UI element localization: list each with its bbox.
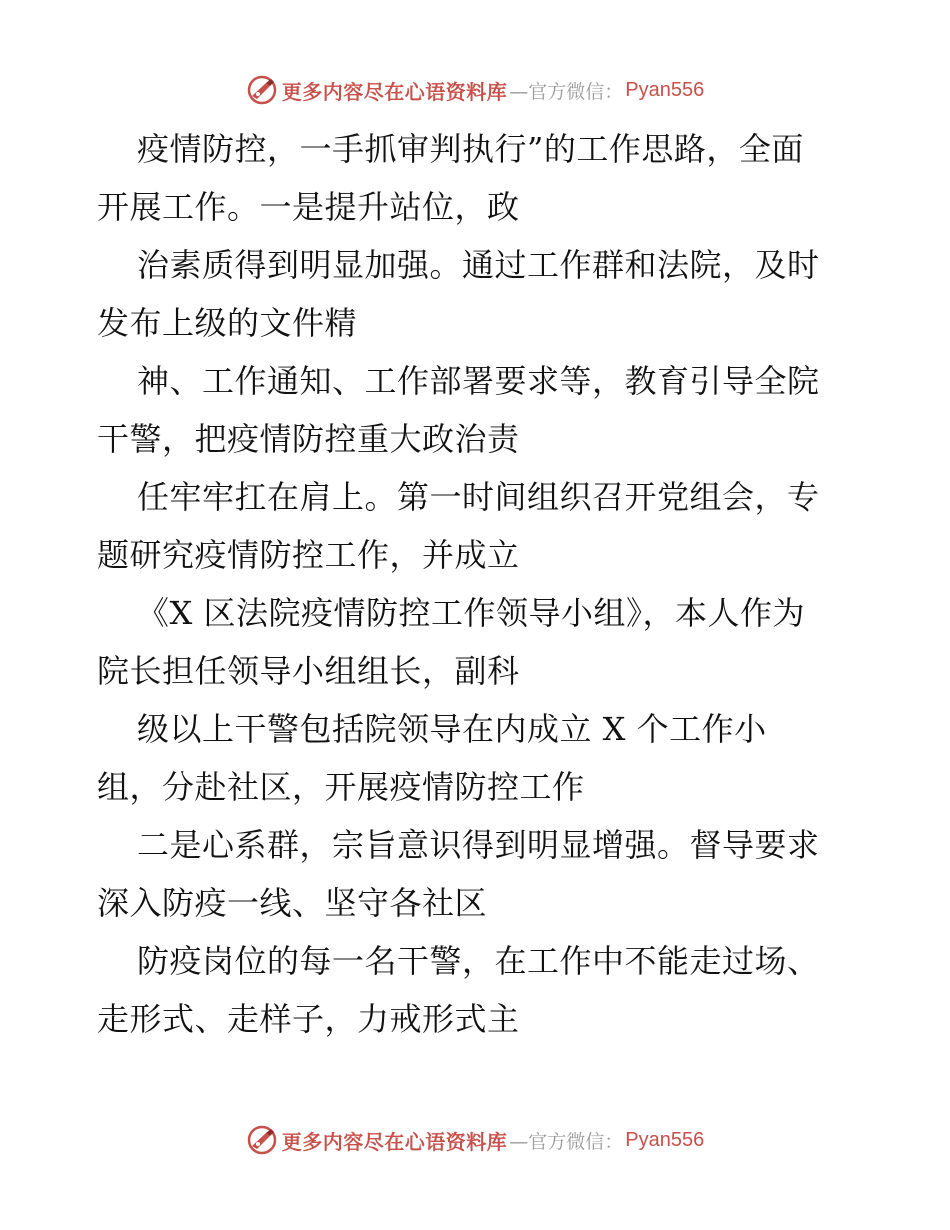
banner-wechat-id: Pyan556	[625, 1128, 705, 1151]
paragraph-line: 开展工作。一是提升站位，政	[97, 188, 520, 226]
paragraph-line: 疫情防控，一手抓审判执行”的工作思路，全面	[137, 130, 804, 168]
paragraph	[97, 584, 857, 700]
paragraph	[97, 120, 857, 236]
paragraph	[97, 816, 857, 932]
paragraph-line: 防疫岗位的每一名干警，在工作中不能走过场、	[137, 942, 820, 980]
paragraph-line: 级以上干警包括院领导在内成立 X 个工作小	[137, 710, 767, 748]
paragraph-line: 组，分赴社区，开展疫情防控工作	[97, 768, 585, 806]
paragraph-line: 题研究疫情防控工作，并成立	[97, 536, 520, 574]
document-body	[97, 120, 857, 1048]
banner-separator: —官方微信：	[509, 1130, 624, 1153]
paragraph-line: 发布上级的文件精	[97, 304, 358, 342]
footer-banner	[0, 1122, 950, 1158]
paragraph-line: 《X 区法院疫情防控工作领导小组》，本人作为	[137, 594, 805, 632]
banner-wechat-id: Pyan556	[625, 78, 705, 101]
paragraph-line: 神、工作通知、工作部署要求等，教育引导全院	[137, 362, 820, 400]
banner-title: 更多内容尽在心语资料库	[281, 1129, 508, 1154]
paragraph-line: 院长担任领导小组组长，副科	[97, 652, 520, 690]
paragraph-line: 干警，把疫情防控重大政治责	[97, 420, 520, 458]
paragraph-line: 二是心系群，宗旨意识得到明显增强。督导要求	[137, 826, 820, 864]
banner-title: 更多内容尽在心语资料库	[281, 79, 508, 104]
pen-logo-icon	[246, 74, 278, 106]
paragraph-line: 走形式、走样子，力戒形式主	[97, 1000, 520, 1038]
header-banner	[0, 72, 950, 108]
paragraph-line: 深入防疫一线、坚守各社区	[97, 884, 488, 922]
paragraph	[97, 352, 857, 468]
paragraph-line: 任牢牢扛在肩上。第一时间组织召开党组会，专	[137, 478, 820, 516]
pen-logo-icon	[246, 1124, 278, 1156]
paragraph-line: 治素质得到明显加强。通过工作群和法院，及时	[137, 246, 820, 284]
paragraph	[97, 468, 857, 584]
paragraph	[97, 932, 857, 1048]
banner-separator: —官方微信：	[509, 80, 624, 103]
paragraph	[97, 236, 857, 352]
paragraph	[97, 700, 857, 816]
